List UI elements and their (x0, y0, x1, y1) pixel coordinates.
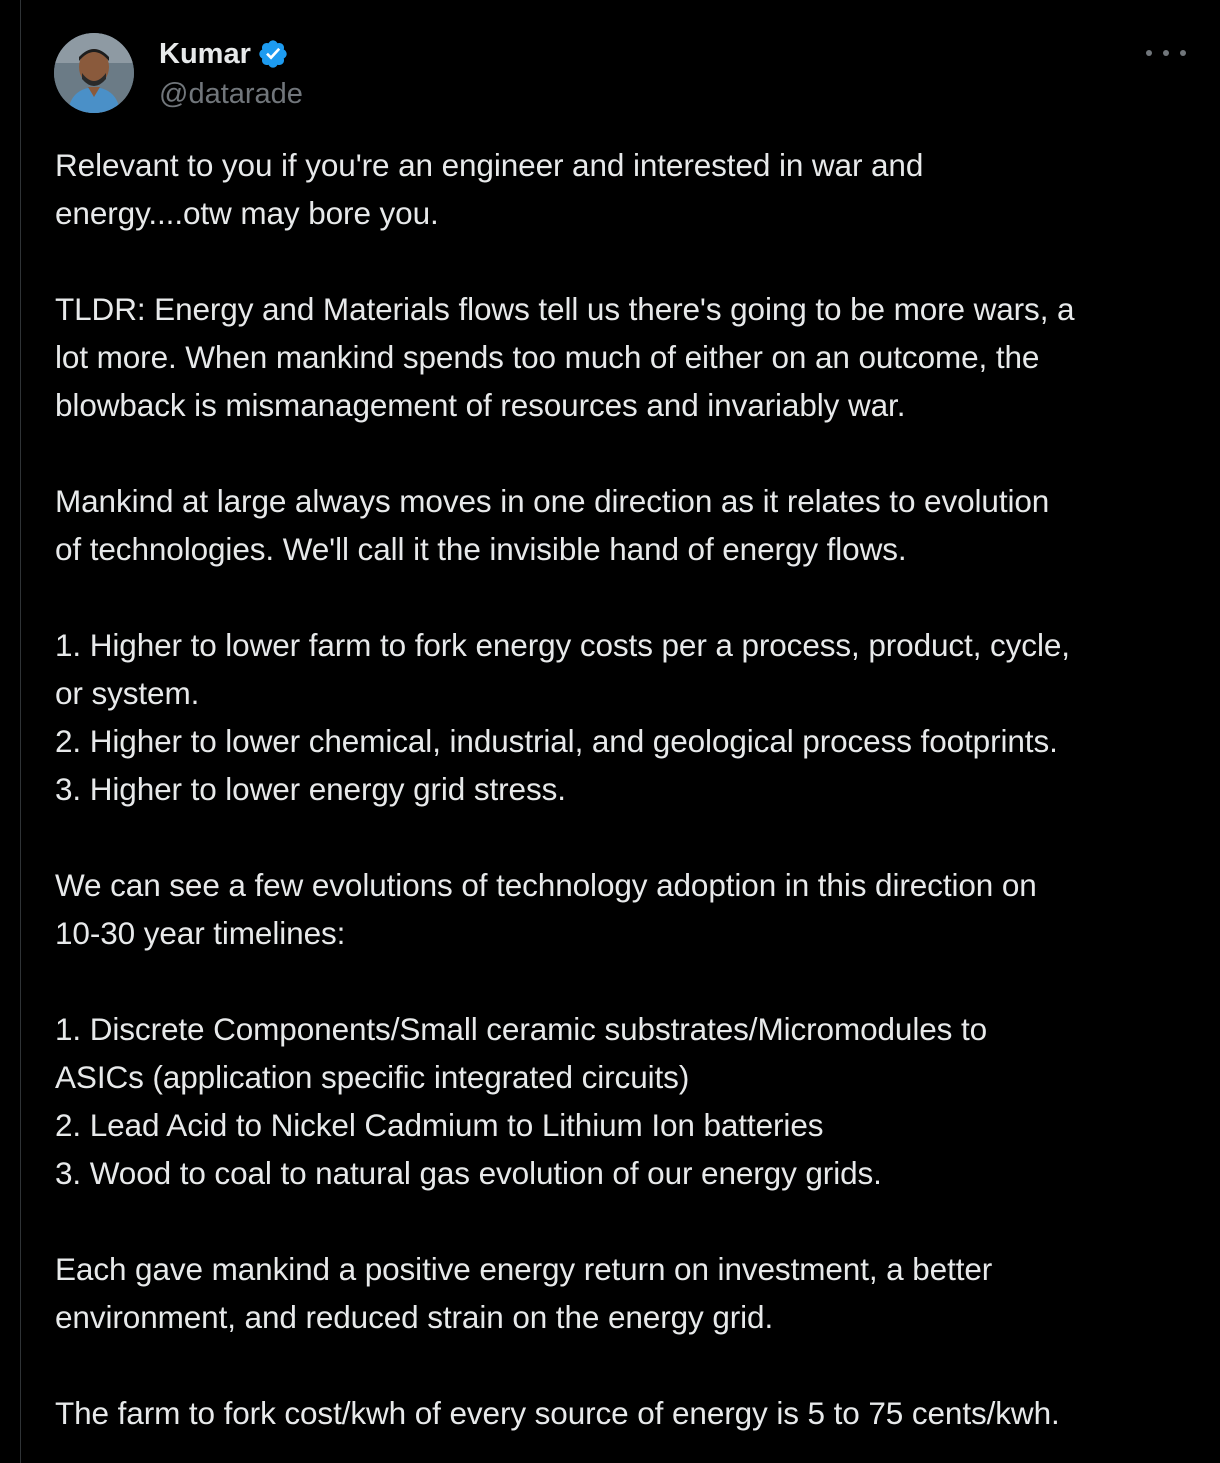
text-line: of technologies. We'll call it the invisible hand of energy flows. (55, 531, 907, 567)
more-icon[interactable] (1146, 43, 1186, 63)
paragraph-1 (55, 141, 1205, 237)
display-name[interactable]: Kumar (159, 38, 251, 70)
dot-icon (1146, 50, 1152, 56)
text-line: environment, and reduced strain on the energy grid. (55, 1299, 774, 1335)
paragraph-2 (55, 285, 1205, 429)
author-block (159, 35, 303, 113)
dot-icon (1180, 50, 1186, 56)
text-line: or system. (55, 675, 200, 711)
text-line: lot more. When mankind spends too much of either on an outcome, the (55, 339, 1040, 375)
text-line: 1. Discrete Components/Small ceramic substrates/Micromodules to (55, 1011, 988, 1047)
paragraph-6 (55, 1005, 1205, 1197)
avatar-image (54, 33, 134, 113)
text-line: The farm to fork cost/kwh of every source of energy is 5 to 75 cents/kwh. (55, 1395, 1060, 1431)
text-line: 2. Lead Acid to Nickel Cadmium to Lithium Ion batteries (55, 1107, 824, 1143)
paragraph-7 (55, 1245, 1205, 1341)
text-line: 2. Higher to lower chemical, industrial, and geological process footprints. (55, 723, 1058, 759)
text-line: Each gave mankind a positive energy return on investment, a better (55, 1251, 993, 1287)
text-line: Relevant to you if you're an engineer and interested in war and (55, 147, 924, 183)
text-line: Mankind at large always moves in one direction as it relates to evolution (55, 483, 1050, 519)
text-line: 3. Wood to coal to natural gas evolution of our energy grids. (55, 1155, 882, 1191)
paragraph-4 (55, 621, 1205, 813)
avatar[interactable] (54, 33, 134, 113)
tweet-header (54, 33, 1220, 113)
tweet[interactable] (20, 0, 1220, 1463)
text-line: ASICs (application specific integrated circuits) (55, 1059, 690, 1095)
text-line: 1. Higher to lower farm to fork energy costs per a process, product, cycle, (55, 627, 1070, 663)
text-line: TLDR: Energy and Materials flows tell us there's going to be more wars, a (55, 291, 1075, 327)
verified-badge-icon[interactable] (257, 38, 289, 70)
text-line: We can see a few evolutions of technology adoption in this direction on (55, 867, 1037, 903)
paragraph-8 (55, 1389, 1205, 1437)
text-line: blowback is mismanagement of resources and invariably war. (55, 387, 906, 423)
paragraph-5 (55, 861, 1205, 957)
text-line: 10-30 year timelines: (55, 915, 346, 951)
dot-icon (1163, 50, 1169, 56)
paragraph-3 (55, 477, 1205, 573)
text-line: energy....otw may bore you. (55, 195, 439, 231)
author-handle[interactable]: @datarade (159, 78, 303, 110)
tweet-text (55, 141, 1205, 1437)
text-line: 3. Higher to lower energy grid stress. (55, 771, 566, 807)
name-row (159, 35, 303, 73)
